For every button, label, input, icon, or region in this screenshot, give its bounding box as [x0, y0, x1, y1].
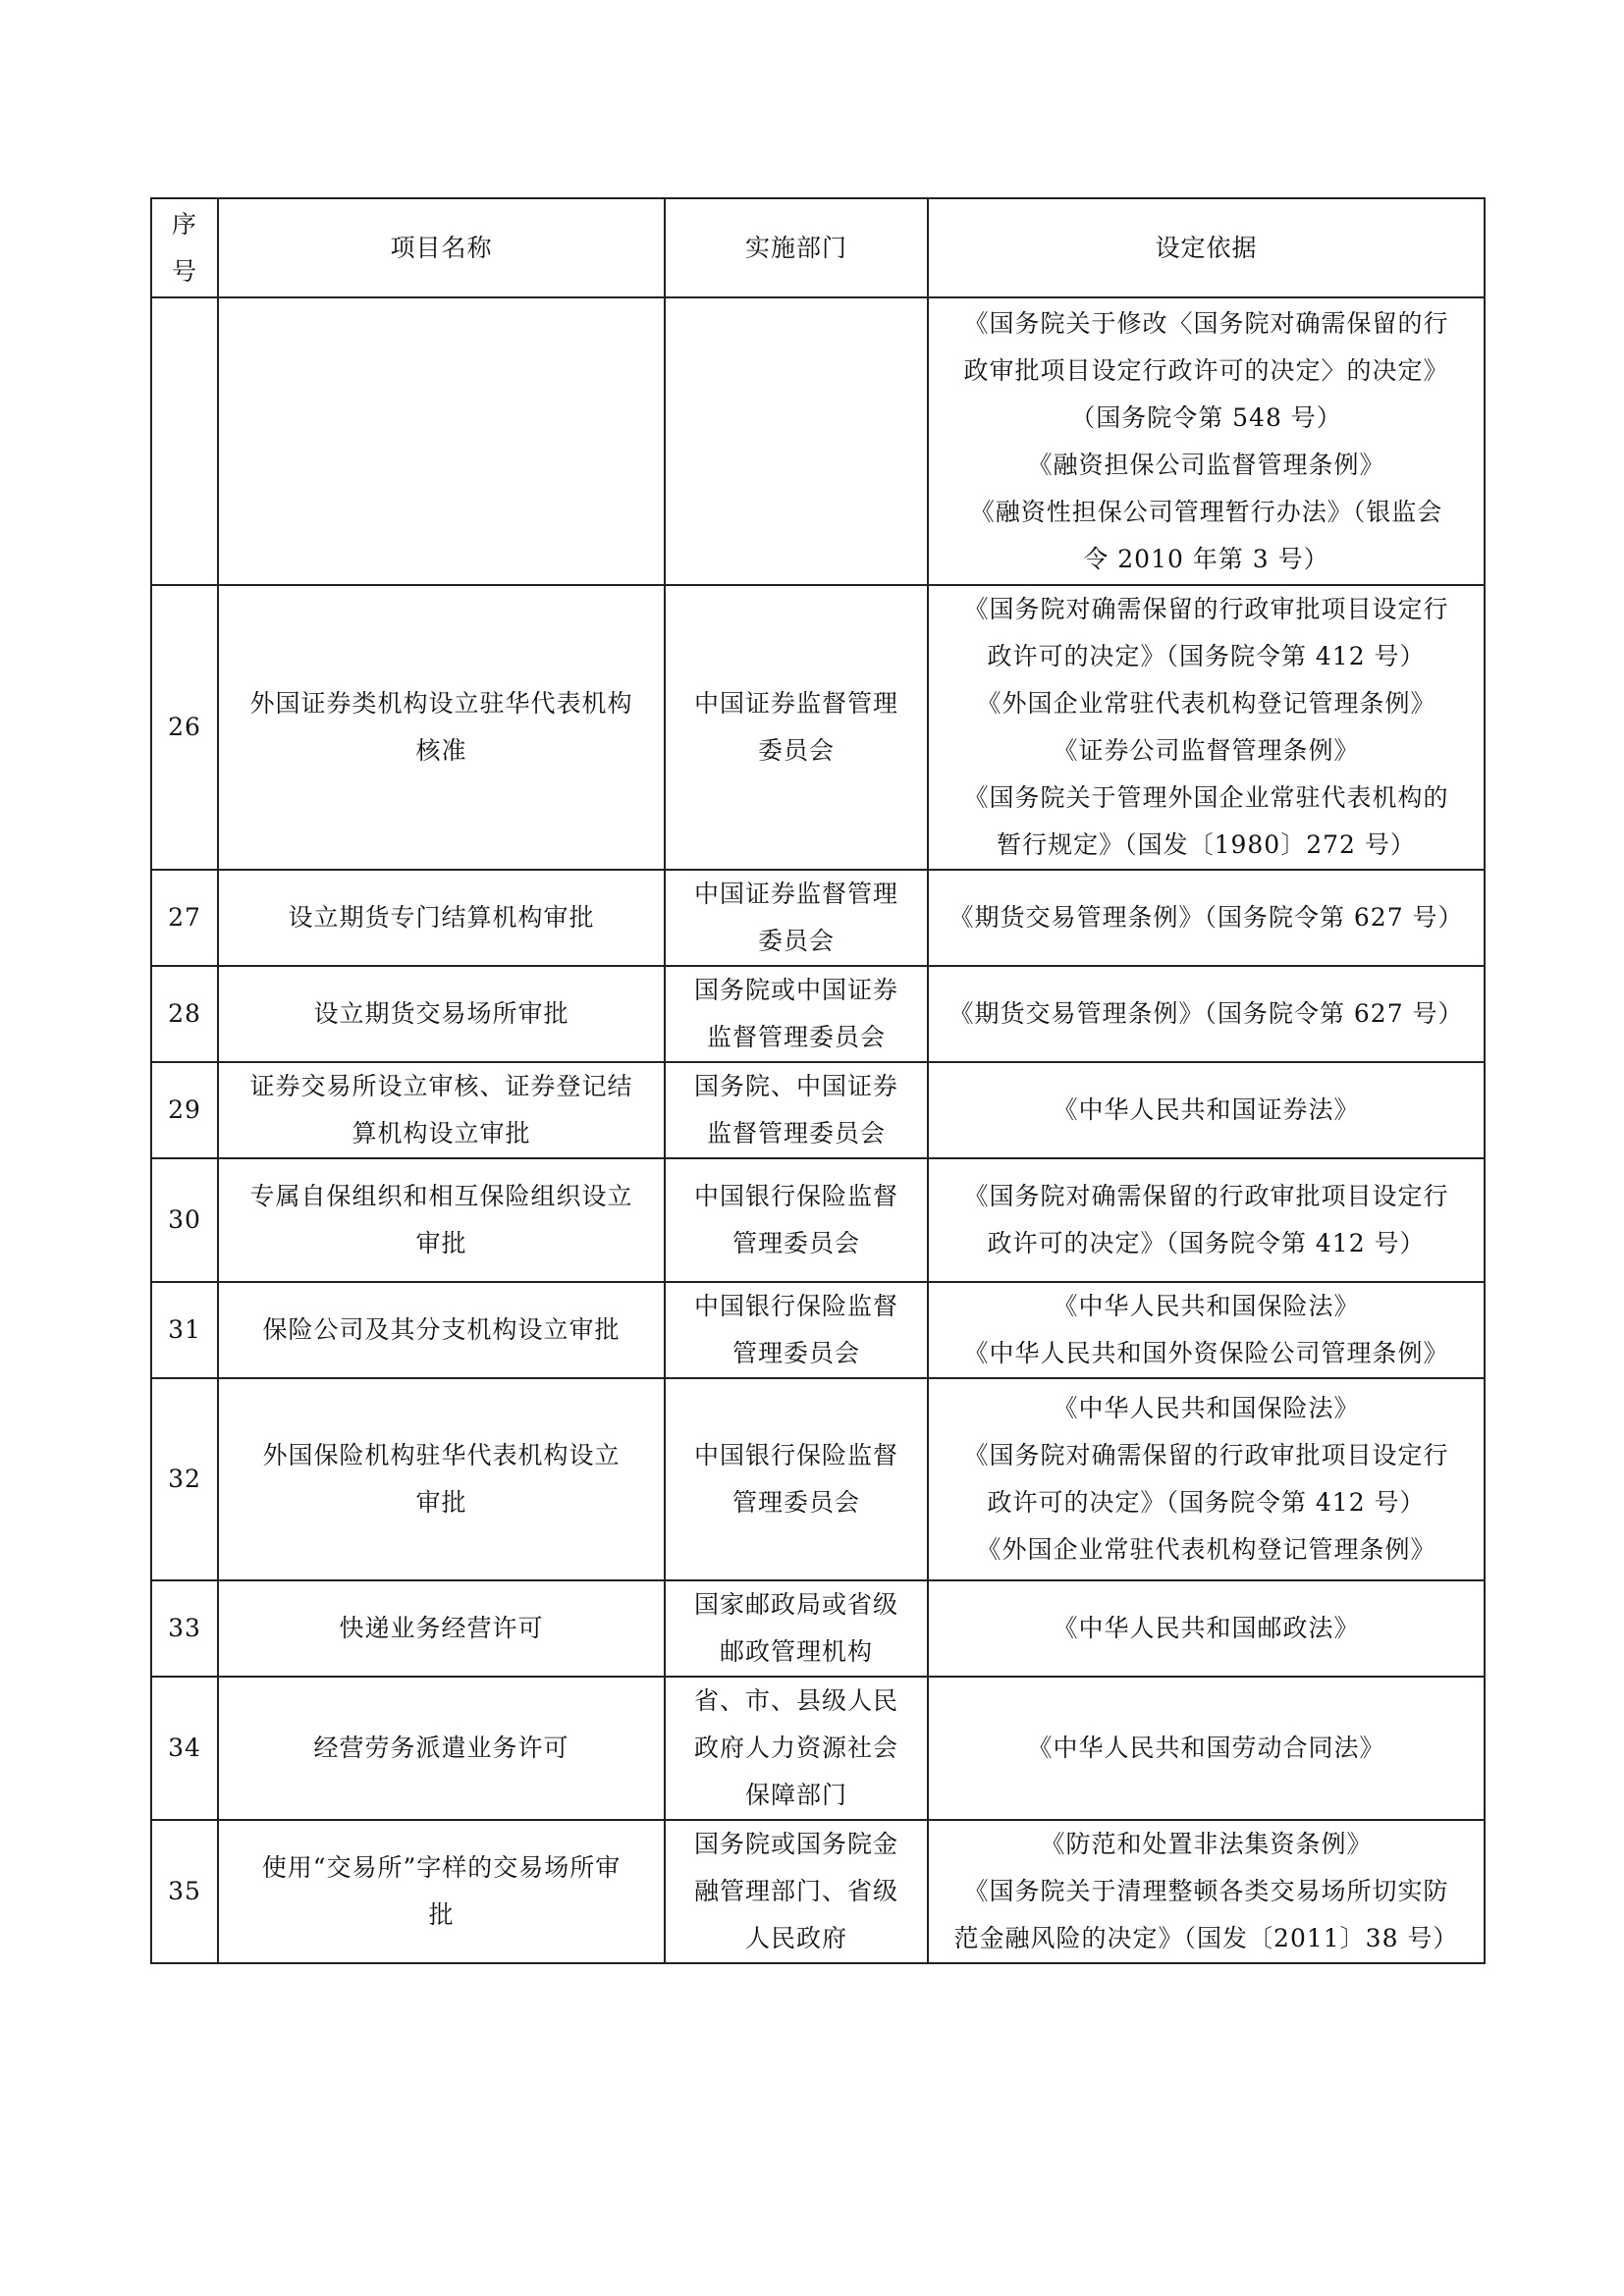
- table-row: [151, 1677, 1485, 1820]
- cell-department-line: 省、市、县级人民: [693, 1686, 898, 1715]
- table-row: [151, 1580, 1485, 1677]
- table-row: [151, 1158, 1485, 1282]
- cell-department-line: 政府人力资源社会: [693, 1734, 898, 1762]
- cell-basis-line: 范金融风险的决定》（国发〔2011〕38 号）: [953, 1924, 1459, 1952]
- table-row: [151, 966, 1485, 1062]
- cell-seq: 33: [151, 1580, 218, 1677]
- cell-basis-line: 《期货交易管理条例》（国务院令第 627 号）: [948, 999, 1464, 1028]
- cell-department: [665, 1158, 928, 1282]
- cell-project-name-line: 专属自保组织和相互保险组织设立: [249, 1182, 633, 1210]
- cell-department: [665, 966, 928, 1062]
- cell-basis-line: 《期货交易管理条例》（国务院令第 627 号）: [948, 903, 1464, 932]
- cell-basis-line: 《中华人民共和国证券法》: [1053, 1095, 1360, 1124]
- cell-basis-line: 《国务院关于管理外国企业常驻代表机构的: [963, 783, 1449, 812]
- cell-department-line: 管理委员会: [731, 1339, 860, 1367]
- cell-department-line: 国家邮政局或省级: [693, 1590, 898, 1619]
- cell-basis-line: 《国务院对确需保留的行政审批项目设定行: [963, 1182, 1449, 1210]
- table-row: [151, 1062, 1485, 1158]
- table-body: [151, 297, 1485, 1963]
- cell-project-name-line: 设立期货专门结算机构审批: [288, 903, 595, 932]
- cell-basis-line: 《外国企业常驻代表机构登记管理条例》: [976, 689, 1436, 718]
- cell-project-name-line: 外国证券类机构设立驻华代表机构: [249, 689, 633, 718]
- cell-project-name: [218, 966, 665, 1062]
- cell-project-name-line: 经营劳务派遣业务许可: [313, 1734, 569, 1762]
- header-seq-line: 号: [171, 256, 197, 286]
- cell-basis-line: 令 2010 年第 3 号）: [1083, 544, 1329, 573]
- cell-department-line: 国务院或中国证券: [693, 976, 898, 1004]
- table-row: [151, 1282, 1485, 1378]
- cell-project-name-line: 批: [428, 1900, 455, 1929]
- cell-basis-line: 《国务院关于修改〈国务院对确需保留的行: [963, 308, 1449, 338]
- header-row: [151, 198, 1485, 297]
- cell-project-name-line: 外国保险机构驻华代表机构设立: [262, 1441, 621, 1469]
- cell-basis-line: 《国务院关于清理整顿各类交易场所切实防: [963, 1877, 1449, 1905]
- cell-project-name: [218, 1580, 665, 1677]
- cell-seq: 28: [151, 966, 218, 1062]
- cell-basis-line: 《国务院对确需保留的行政审批项目设定行: [963, 1441, 1449, 1469]
- cell-project-name-line: 设立期货交易场所审批: [313, 999, 569, 1028]
- cell-seq: 32: [151, 1378, 218, 1580]
- cell-seq: 26: [151, 585, 218, 870]
- cell-project-name: [218, 1820, 665, 1963]
- cell-department-line: 融管理部门、省级: [693, 1877, 898, 1905]
- cell-seq: 27: [151, 870, 218, 966]
- cell-basis-line: 政审批项目设定行政许可的决定〉的决定》: [963, 355, 1449, 385]
- cell-department-line: 监督管理委员会: [706, 1023, 886, 1051]
- cell-project-name-line: 使用“交易所”字样的交易场所审: [261, 1853, 622, 1882]
- cell-project-name-line: 算机构设立审批: [352, 1119, 531, 1148]
- cell-basis-line: 《外国企业常驻代表机构登记管理条例》: [976, 1535, 1436, 1564]
- cell-basis: [928, 966, 1485, 1062]
- cell-department: [665, 1282, 928, 1378]
- cell-basis-line: 《中华人民共和国邮政法》: [1053, 1614, 1360, 1642]
- cell-project-name-line: 审批: [415, 1229, 467, 1257]
- cell-basis-line: 《融资担保公司监督管理条例》: [1027, 450, 1385, 479]
- cell-basis-line: 《中华人民共和国外资保险公司管理条例》: [963, 1339, 1449, 1367]
- cell-department-line: 中国证券监督管理: [693, 880, 898, 908]
- cell-department-line: 管理委员会: [731, 1229, 860, 1257]
- header-department: 实施部门: [665, 198, 928, 297]
- cell-basis-line: 《中华人民共和国保险法》: [1053, 1394, 1360, 1422]
- cell-project-name: [218, 1378, 665, 1580]
- header-seq-line: 序: [171, 209, 197, 239]
- cell-basis-line: 《融资性担保公司管理暂行办法》（银监会: [969, 497, 1443, 526]
- cell-department: [665, 1378, 928, 1580]
- cell-department: [665, 1580, 928, 1677]
- cell-department-line: 监督管理委员会: [706, 1119, 886, 1148]
- cell-basis: [928, 1820, 1485, 1963]
- cell-department-line: 国务院或国务院金: [693, 1830, 898, 1858]
- cell-department-line: 邮政管理机构: [719, 1637, 873, 1666]
- cell-seq: 35: [151, 1820, 218, 1963]
- cell-basis: [928, 1282, 1485, 1378]
- header-seq: [151, 198, 218, 297]
- cell-project-name: [218, 1158, 665, 1282]
- table-row: [151, 297, 1485, 585]
- cell-basis-line: 《国务院对确需保留的行政审批项目设定行: [963, 595, 1449, 623]
- cell-basis-line: 政许可的决定》（国务院令第 412 号）: [987, 1229, 1426, 1257]
- cell-basis-line: 政许可的决定》（国务院令第 412 号）: [987, 642, 1426, 670]
- cell-department: [665, 870, 928, 966]
- table-row: [151, 1378, 1485, 1580]
- cell-basis-line: （国务院令第 548 号）: [1070, 402, 1342, 432]
- cell-basis: [928, 297, 1485, 585]
- cell-department-line: 中国银行保险监督: [693, 1182, 898, 1210]
- table-header: [151, 198, 1485, 297]
- cell-seq: 29: [151, 1062, 218, 1158]
- cell-basis: [928, 1580, 1485, 1677]
- cell-department: [665, 1820, 928, 1963]
- cell-basis-line: 暂行规定》（国发〔1980〕272 号）: [997, 830, 1416, 859]
- cell-project-name-line: 快递业务经营许可: [339, 1614, 544, 1642]
- cell-department-line: 人民政府: [744, 1924, 847, 1952]
- cell-project-name-line: 保险公司及其分支机构设立审批: [262, 1315, 621, 1344]
- table-row: [151, 585, 1485, 870]
- cell-seq: 31: [151, 1282, 218, 1378]
- cell-department-line: 委员会: [757, 736, 835, 765]
- cell-department-line: 管理委员会: [731, 1488, 860, 1517]
- cell-basis: [928, 870, 1485, 966]
- approval-items-table: [150, 197, 1486, 1964]
- cell-basis-line: 《证券公司监督管理条例》: [1053, 736, 1360, 765]
- cell-department: [665, 585, 928, 870]
- cell-basis-line: 政许可的决定》（国务院令第 412 号）: [987, 1488, 1426, 1517]
- table-row: [151, 1820, 1485, 1963]
- cell-project-name-line: 证券交易所设立审核、证券登记结: [249, 1072, 633, 1100]
- cell-department-line: 委员会: [757, 927, 835, 955]
- cell-basis: [928, 1158, 1485, 1282]
- cell-seq: 30: [151, 1158, 218, 1282]
- cell-project-name: [218, 585, 665, 870]
- cell-project-name: [218, 870, 665, 966]
- cell-project-name: [218, 1677, 665, 1820]
- cell-department-line: 中国证券监督管理: [693, 689, 898, 718]
- cell-basis: [928, 1677, 1485, 1820]
- table-row: [151, 870, 1485, 966]
- cell-project-name-line: 审批: [415, 1488, 467, 1517]
- cell-basis-line: 《防范和处置非法集资条例》: [1040, 1830, 1373, 1858]
- cell-project-name: [218, 297, 665, 585]
- cell-project-name: [218, 1282, 665, 1378]
- cell-seq: 34: [151, 1677, 218, 1820]
- cell-project-name: [218, 1062, 665, 1158]
- cell-department-line: 中国银行保险监督: [693, 1292, 898, 1320]
- cell-department-line: 国务院、中国证券: [693, 1072, 898, 1100]
- cell-department: [665, 1677, 928, 1820]
- cell-department: [665, 1062, 928, 1158]
- header-project-name: 项目名称: [218, 198, 665, 297]
- cell-department: [665, 297, 928, 585]
- cell-basis: [928, 585, 1485, 870]
- cell-department-line: 中国银行保险监督: [693, 1441, 898, 1469]
- cell-department-line: 保障部门: [744, 1781, 847, 1809]
- cell-seq: [151, 297, 218, 585]
- cell-basis: [928, 1378, 1485, 1580]
- cell-project-name-line: 核准: [415, 736, 467, 765]
- cell-basis: [928, 1062, 1485, 1158]
- header-basis: 设定依据: [928, 198, 1485, 297]
- cell-basis-line: 《中华人民共和国保险法》: [1053, 1292, 1360, 1320]
- cell-basis-line: 《中华人民共和国劳动合同法》: [1027, 1734, 1385, 1762]
